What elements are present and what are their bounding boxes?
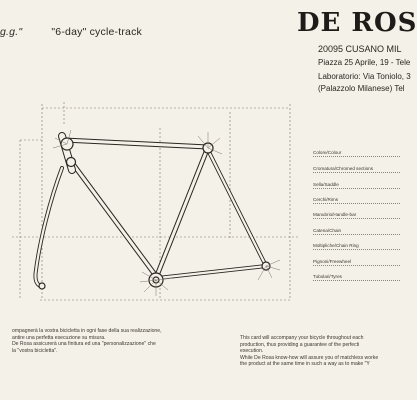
spec-line-chain: Catena/Chain	[313, 228, 400, 235]
spec-line-tyres: Tubolari/Tyres	[313, 274, 400, 281]
spec-line-rims: Cerchi/Rims	[313, 197, 400, 204]
brand-address-line-2: Laboratorio: Via Toniolo, 3	[318, 72, 411, 81]
brand-address-line-3: (Palazzolo Milanese) Tel	[318, 84, 405, 93]
spec-line-chain-ring: Moltipliche/Chain Ring	[313, 243, 400, 250]
note-italian-line: De Rosa assicurerà una finitura ed una "personalizzazione" che	[12, 341, 156, 348]
spec-line-chromed-sections: Cromatura/Chromed sections	[313, 166, 400, 173]
spec-line-colour: Colore/Colour	[313, 150, 400, 157]
note-english-line: the product at the same time in such a way as to make "Y	[240, 361, 370, 368]
note-italian-line: antire una perfetta esecuzione su misura.	[12, 334, 106, 341]
brand-city: 20095 CUSANO MIL	[318, 44, 402, 54]
angle-marks	[53, 130, 280, 296]
note-english-line: execution.	[240, 348, 264, 355]
frame-lugs	[39, 138, 270, 289]
spec-line-saddle: Sella/Saddle	[313, 182, 400, 189]
model-name: "6-day" cycle-track	[51, 26, 142, 38]
note-italian-line: la "vostra bicicletta".	[12, 347, 58, 354]
brand-logo: DE ROS	[297, 8, 417, 38]
note-english-line: production, thus providing a guarantee of the perfecti	[240, 341, 360, 348]
note-english-line: This card will accompany your bicycle throughout each	[240, 335, 364, 341]
spec-line-freewheel: Pignoni/Freewheel	[313, 259, 400, 266]
note-italian	[12, 328, 162, 354]
spec-line-handle-bar: Manubrio/Handle-bar	[313, 212, 400, 219]
model-fragment: g.g."	[0, 26, 23, 38]
note-italian-line: ompagnerà la vostra bicicletta in ogni fase della sua realizzazione,	[12, 328, 162, 334]
note-english	[240, 335, 378, 368]
dimension-lines	[12, 102, 300, 300]
note-english-line: While De Rosa know-how will assure you of matchless worke	[240, 354, 379, 361]
brand-address-line-1: Piazza 25 Aprile, 19 - Tele	[318, 58, 411, 67]
